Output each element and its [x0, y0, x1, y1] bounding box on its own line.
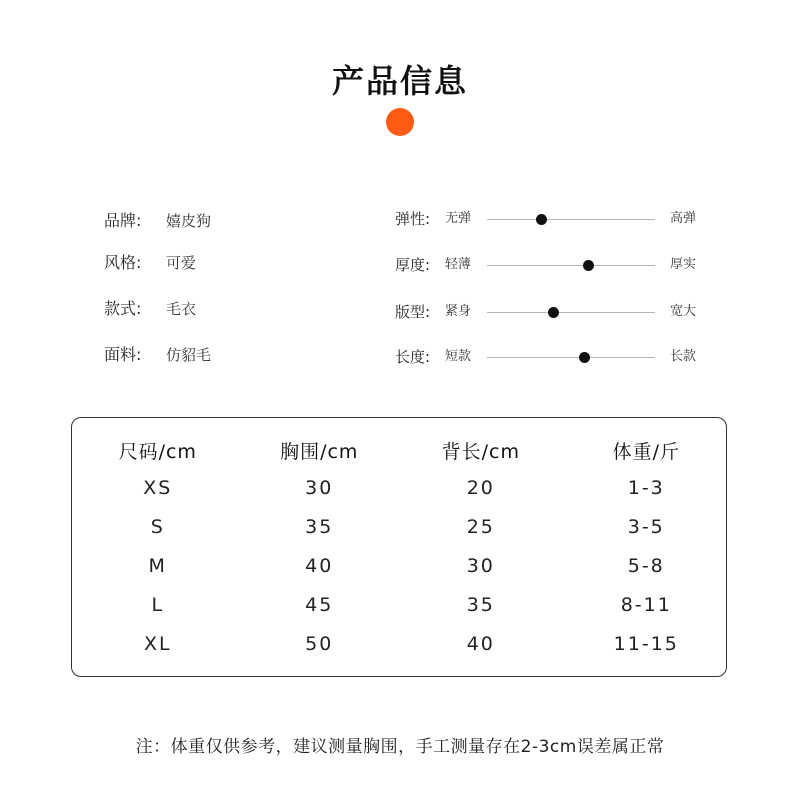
cell-back-length: 20	[466, 476, 495, 499]
table-row	[72, 624, 726, 663]
size-table-box	[71, 417, 727, 677]
attribute-type	[104, 297, 196, 321]
scale-label: 厚度:	[395, 256, 431, 274]
size-table	[72, 432, 726, 663]
table-row	[72, 546, 726, 585]
scale-high-label: 厚实	[670, 257, 697, 272]
cell-chest: 35	[305, 515, 334, 538]
header-chest: 胸围/cm	[280, 440, 359, 463]
cell-size: L	[151, 593, 165, 616]
scale-label: 弹性:	[395, 210, 431, 228]
attribute-value: 毛衣	[166, 300, 197, 318]
attribute-value: 仿貂毛	[166, 346, 212, 364]
attribute-value: 可爱	[166, 254, 197, 272]
cell-weight: 1-3	[627, 476, 665, 499]
attribute-label: 面料:	[104, 345, 142, 364]
header-weight: 体重/斤	[612, 440, 680, 463]
attribute-label: 风格:	[104, 253, 142, 272]
table-row	[72, 468, 726, 507]
cell-weight: 3-5	[627, 515, 665, 538]
scale-low-label: 紧身	[445, 304, 472, 319]
scale-track	[487, 357, 655, 358]
cell-back-length: 40	[466, 632, 495, 655]
scale-length	[395, 345, 715, 369]
scale-fit	[395, 300, 715, 324]
scale-track	[487, 219, 655, 220]
scale-high-label: 长款	[670, 349, 697, 364]
table-row	[72, 507, 726, 546]
cell-size: M	[148, 554, 167, 577]
scale-low-label: 轻薄	[445, 257, 472, 272]
accent-dot	[386, 108, 414, 136]
header-size: 尺码/cm	[118, 440, 197, 463]
page-title: 产品信息	[331, 62, 468, 100]
scale-high-label: 宽大	[670, 304, 697, 319]
cell-chest: 45	[305, 593, 334, 616]
attribute-fabric	[104, 343, 211, 367]
scale-low-label: 短款	[445, 349, 472, 364]
attribute-label: 款式:	[104, 299, 142, 318]
cell-size: XS	[143, 476, 173, 499]
footnote: 注：体重仅供参考，建议测量胸围，手工测量存在2-3cm误差属正常	[135, 737, 665, 757]
cell-size: S	[150, 515, 165, 538]
scale-elasticity	[395, 207, 715, 231]
cell-back-length: 30	[466, 554, 495, 577]
cell-back-length: 25	[466, 515, 495, 538]
cell-weight: 8-11	[620, 593, 672, 616]
cell-weight: 11-15	[613, 632, 679, 655]
scale-knob	[536, 214, 547, 225]
cell-weight: 5-8	[627, 554, 665, 577]
header-back-length: 背长/cm	[441, 440, 520, 463]
scale-knob	[583, 260, 594, 271]
scale-high-label: 高弹	[670, 211, 697, 226]
scale-label: 长度:	[395, 348, 431, 366]
attribute-value: 嬉皮狗	[166, 212, 212, 230]
table-header-row	[72, 432, 726, 468]
cell-back-length: 35	[466, 593, 495, 616]
attribute-label: 品牌:	[104, 211, 142, 230]
scale-thickness	[395, 253, 715, 277]
attribute-brand	[104, 209, 211, 233]
scale-knob	[579, 352, 590, 363]
scale-track	[487, 265, 655, 266]
cell-chest: 50	[305, 632, 334, 655]
attribute-style	[104, 251, 196, 275]
scale-low-label: 无弹	[445, 211, 472, 226]
cell-chest: 30	[305, 476, 334, 499]
scale-label: 版型:	[395, 303, 431, 321]
cell-chest: 40	[305, 554, 334, 577]
scale-knob	[548, 307, 559, 318]
scale-track	[487, 312, 655, 313]
table-row	[72, 585, 726, 624]
cell-size: XL	[143, 632, 172, 655]
